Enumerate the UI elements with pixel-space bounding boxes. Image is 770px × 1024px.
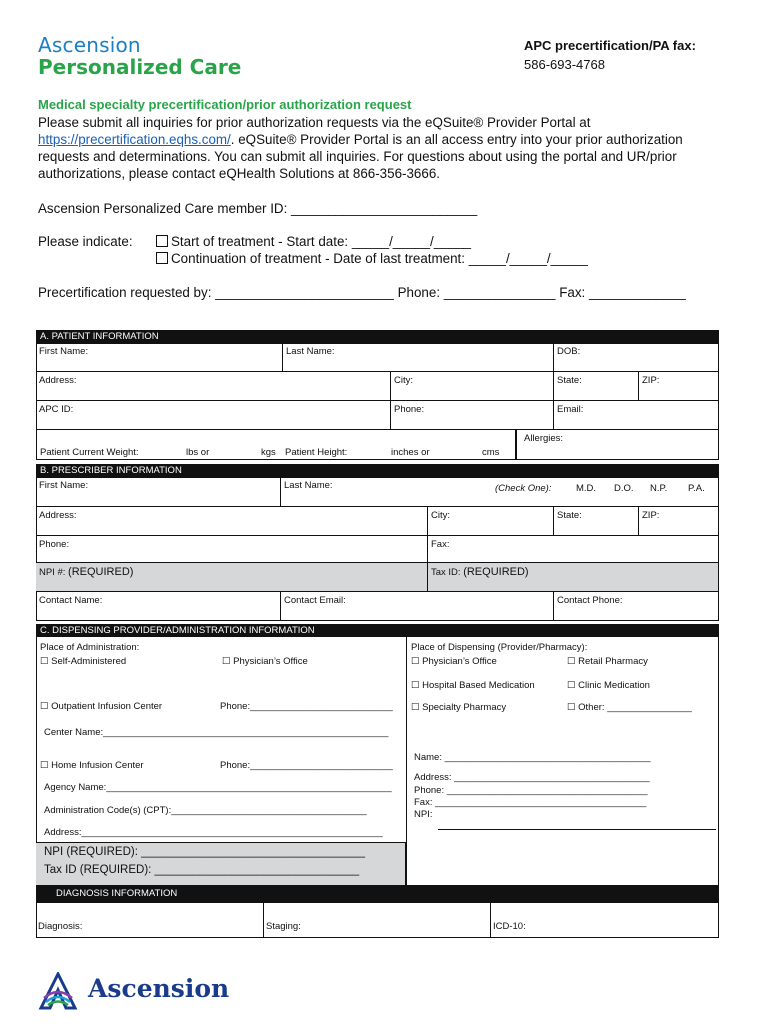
contact-email[interactable]: Contact Email:	[281, 592, 554, 621]
prescriber-zip[interactable]: ZIP:	[639, 507, 719, 536]
disp-fax-field[interactable]: Fax: ________________________________________	[414, 797, 647, 808]
patient-zip[interactable]: ZIP:	[639, 372, 719, 401]
md-option[interactable]: M.D.	[576, 483, 597, 494]
intro-paragraph	[38, 114, 728, 182]
patient-last-name[interactable]: Last Name:	[283, 343, 554, 372]
portal-link[interactable]: https://precertification.eqhs.com/	[38, 132, 231, 147]
patient-phone[interactable]: Phone:	[391, 401, 554, 430]
prescriber-first-name[interactable]: First Name:	[36, 477, 281, 507]
cms-label: cms	[482, 447, 500, 458]
contact-phone[interactable]: Contact Phone:	[554, 592, 719, 621]
admin-physician-office-option[interactable]: ☐ Physician’s Office	[222, 656, 308, 667]
self-administered-option[interactable]: ☐ Self-Administered	[40, 656, 127, 667]
indicate-label: Please indicate:	[38, 234, 133, 249]
checkbox-icon[interactable]	[156, 235, 168, 247]
diagnosis-divider-1	[263, 902, 264, 938]
logo-ascension: Ascension	[38, 33, 141, 57]
prescriber-city[interactable]: City:	[428, 507, 554, 536]
disp-name-field[interactable]: Name: _______________________________________	[414, 752, 651, 763]
prescriber-phone[interactable]: Phone:	[36, 536, 428, 563]
diagnosis-table	[36, 902, 719, 938]
pa-option[interactable]: P.A.	[688, 483, 705, 494]
ascension-logo-icon	[36, 972, 80, 1017]
specialty-pharmacy-option[interactable]: ☐ Specialty Pharmacy	[411, 702, 507, 713]
start-treatment-option[interactable]	[156, 234, 471, 249]
agency-name-field[interactable]: Agency Name:______________________________________________________	[44, 782, 392, 793]
diagnosis-divider-2	[490, 902, 491, 938]
diagnosis-header: DIAGNOSIS INFORMATION	[36, 885, 719, 902]
outpatient-phone-field[interactable]: Phone:___________________________	[220, 701, 393, 712]
disp-address-field[interactable]: Address: _____________________________________	[414, 772, 650, 783]
clinic-medication-option[interactable]: ☐ Clinic Medication	[567, 680, 650, 691]
admin-address-field[interactable]: Address:_________________________________________________________	[44, 827, 383, 838]
inches-label: inches or	[391, 447, 430, 458]
patient-state[interactable]: State:	[554, 372, 639, 401]
other-option[interactable]: ☐ Other: ________________	[567, 702, 692, 713]
np-option[interactable]: N.P.	[650, 483, 668, 494]
disp-physician-office-option[interactable]: ☐ Physician’s Office	[411, 656, 497, 667]
requested-by-line[interactable]: Precertification requested by: ________________________ Phone: _______________ Fax: _____________	[38, 285, 686, 300]
hospital-based-option[interactable]: ☐ Hospital Based Medication	[411, 680, 535, 691]
logo-personalized-care: Personalized Care	[38, 55, 242, 79]
kgs-label: kgs	[261, 447, 276, 458]
dispensing-tax-field[interactable]: Tax ID (REQUIRED): ________________________________	[44, 864, 360, 876]
prescriber-info-header: B. PRESCRIBER INFORMATION	[36, 464, 719, 477]
diagnosis-field[interactable]: Diagnosis:	[38, 921, 83, 932]
patient-dob[interactable]: DOB:	[554, 343, 719, 372]
fax-number: 586-693-4768	[524, 57, 605, 72]
icd10-field[interactable]: ICD-10:	[493, 921, 526, 932]
weight-label: Patient Current Weight:	[40, 447, 139, 458]
fax-label: APC precertification/PA fax:	[524, 38, 696, 53]
patient-first-name[interactable]: First Name:	[36, 343, 283, 372]
dispensing-info-header: C. DISPENSING PROVIDER/ADMINISTRATION INFORMATION	[36, 624, 719, 637]
prescriber-tax-id[interactable]: Tax ID: (REQUIRED)	[428, 563, 719, 592]
lbs-label: lbs or	[186, 447, 210, 458]
patient-city[interactable]: City:	[391, 372, 554, 401]
home-infusion-option[interactable]: ☐ Home Infusion Center	[40, 760, 144, 771]
height-label: Patient Height:	[285, 447, 348, 458]
checkbox-icon[interactable]	[156, 252, 168, 264]
place-admin-label: Place of Administration:	[40, 642, 140, 653]
patient-info-header: A. PATIENT INFORMATION	[36, 330, 719, 343]
patient-email[interactable]: Email:	[554, 401, 719, 430]
disp-npi-line	[438, 829, 716, 830]
member-id-field[interactable]: Ascension Personalized Care member ID: _________________________	[38, 201, 478, 216]
center-name-field[interactable]: Center Name:______________________________________________________	[44, 727, 389, 738]
do-option[interactable]: D.O.	[614, 483, 634, 494]
start-treatment-label: Start of treatment - Start date: _____/_____/_____	[171, 234, 472, 249]
intro-text-1: Please submit all inquiries for prior authorization requests via the eQSuite® Provider Portal at	[38, 115, 591, 130]
prescriber-last-name[interactable]: Last Name:	[281, 477, 719, 507]
prescriber-fax[interactable]: Fax:	[428, 536, 719, 563]
check-one-label: (Check One):	[495, 483, 552, 494]
home-phone-field[interactable]: Phone:___________________________	[220, 760, 393, 771]
dispensing-npi-field[interactable]: NPI (REQUIRED): ___________________________________	[44, 846, 365, 858]
prescriber-state[interactable]: State:	[554, 507, 639, 536]
admin-code-field[interactable]: Administration Code(s) (CPT):_____________________________________	[44, 805, 367, 816]
intro-text-2: . eQSuite® Provider Portal is an all access entry into your prior authorization requests and determinations. You can submit all inquiries. For questions about using the portal and UR/prior authorizations, please contact eQHealth Solutions at 866-356-3666.	[38, 132, 683, 181]
prescriber-npi[interactable]: NPI #: (REQUIRED)	[36, 563, 428, 592]
prescriber-address[interactable]: Address:	[36, 507, 428, 536]
continuation-treatment-option[interactable]	[156, 251, 588, 266]
patient-apc-id[interactable]: APC ID:	[36, 401, 391, 430]
disp-phone-field[interactable]: Phone: ______________________________________	[414, 785, 648, 796]
footer-brand: Ascension	[88, 974, 230, 1003]
form-subtitle: Medical specialty precertification/prior authorization request	[38, 97, 412, 112]
patient-allergies[interactable]: Allergies:	[516, 430, 719, 460]
contact-name[interactable]: Contact Name:	[36, 592, 281, 621]
staging-field[interactable]: Staging:	[266, 921, 301, 932]
continuation-treatment-label: Continuation of treatment - Date of last treatment: _____/_____/_____	[171, 251, 588, 266]
place-dispensing-label: Place of Dispensing (Provider/Pharmacy):	[411, 642, 588, 653]
retail-pharmacy-option[interactable]: ☐ Retail Pharmacy	[567, 656, 648, 667]
dispensing-divider	[406, 637, 407, 885]
patient-address[interactable]: Address:	[36, 372, 391, 401]
outpatient-infusion-option[interactable]: ☐ Outpatient Infusion Center	[40, 701, 163, 712]
disp-npi-field[interactable]: NPI:	[414, 809, 433, 820]
